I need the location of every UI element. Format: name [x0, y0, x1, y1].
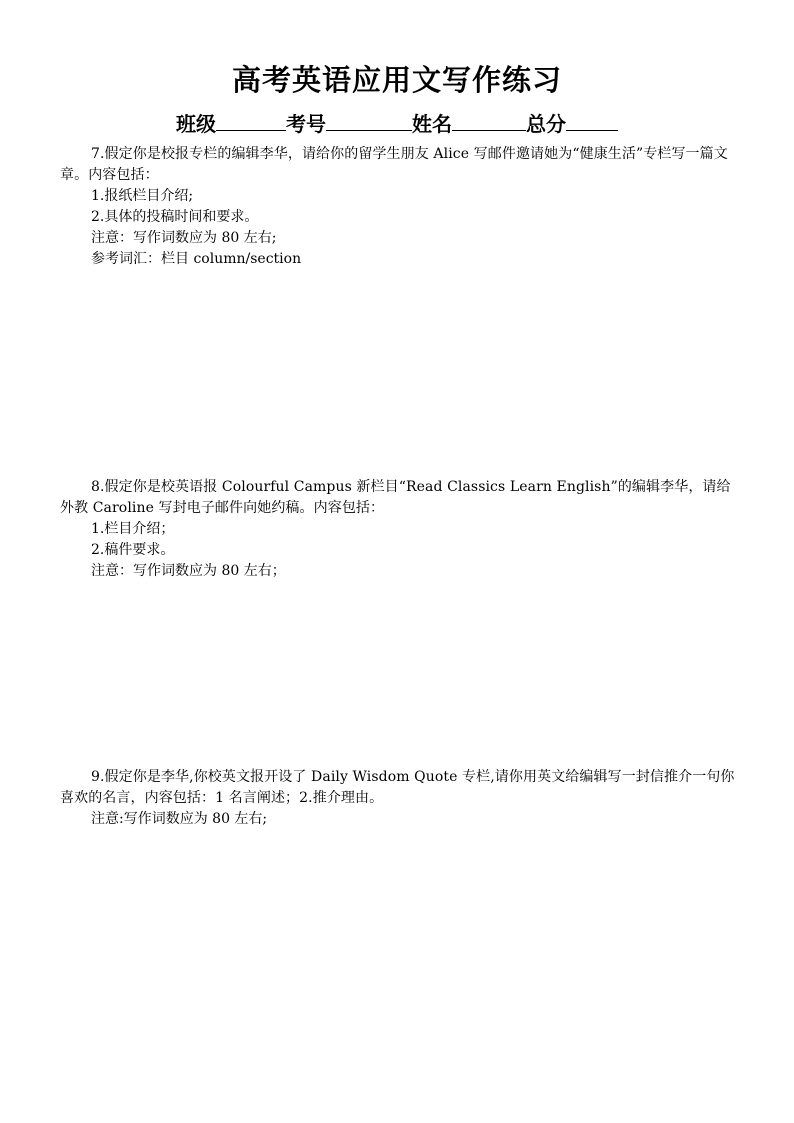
question-point: 注意:写作词数应为 80 左右;: [91, 811, 268, 827]
name-blank[interactable]: [452, 110, 526, 131]
question-point: 1.栏目介绍；: [91, 521, 175, 537]
class-blank[interactable]: [216, 110, 286, 131]
question-point: 注意：写作词数应为 80 左右;: [91, 230, 277, 246]
question-point: 1.报纸栏目介绍;: [91, 188, 194, 204]
name-label: 姓名: [412, 112, 452, 136]
number-blank[interactable]: [326, 110, 412, 131]
question-point: 注意：写作词数应为 80 左右；: [91, 563, 286, 579]
question-prompt: 7.假定你是校报专栏的编辑李华，请给你的留学生朋友 Alice 写邮件邀请她为“健康生活”专栏写一篇文章。内容包括：: [60, 146, 728, 183]
question-7: [60, 144, 740, 270]
class-label: 班级: [176, 112, 216, 136]
number-label: 考号: [286, 112, 326, 136]
question-point: 参考词汇：栏目 column/section: [91, 251, 302, 267]
question-8: [60, 477, 740, 582]
score-blank[interactable]: [566, 110, 618, 131]
question-point: 2.具体的投稿时间和要求。: [91, 209, 259, 225]
question-prompt: 9.假定你是李华,你校英文报开设了 Daily Wisdom Quote 专栏,请你用英文给编辑写一封信推介一句你喜欢的名言，内容包括：1 名言阐述；2.推介理由。: [60, 769, 735, 806]
question-9: [60, 767, 740, 830]
question-point: 2.稿件要求。: [91, 542, 175, 558]
student-info-line: [0, 110, 794, 137]
question-prompt: 8.假定你是校英语报 Colourful Campus 新栏目“Read Classics Learn English”的编辑李华，请给外教 Caroline 写封电子邮件向她约稿。内容包括：: [60, 479, 731, 516]
score-label: 总分: [526, 112, 566, 136]
page-title: 高考英语应用文写作练习: [231, 63, 562, 97]
